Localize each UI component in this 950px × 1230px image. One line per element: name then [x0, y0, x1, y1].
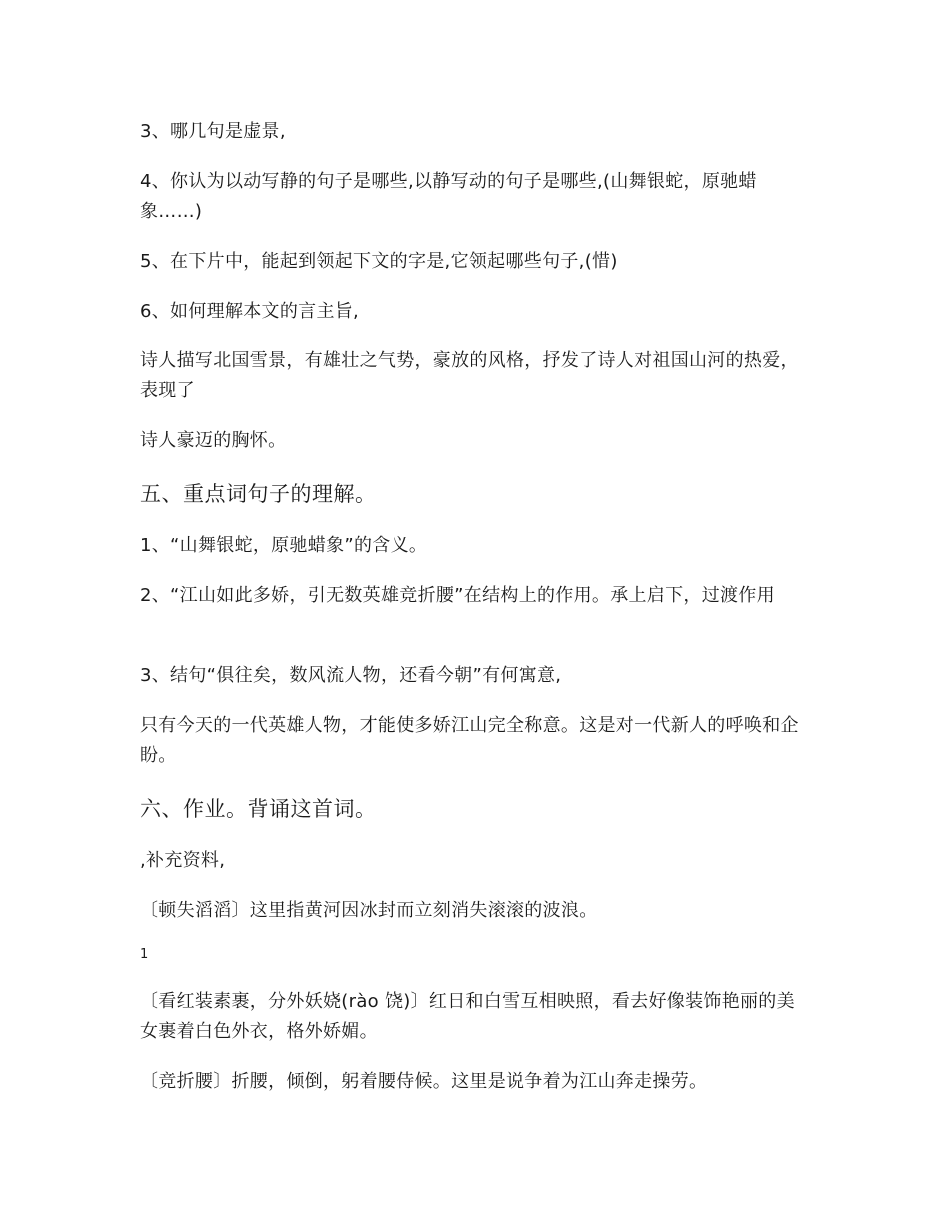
supplement-label: ,补充资料, [140, 850, 226, 871]
question-6: 6、如何理解本文的言主旨, [140, 301, 360, 322]
page-number: 1 [140, 947, 149, 962]
answer-paragraph: 诗人描写北国雪景，有雄壮之气势，豪放的风格，抒发了诗人对祖国山河的热爱，表现了 [140, 350, 799, 401]
note-dunshi-taotao: 〔顿失滔滔〕这里指黄河因冰封而立刻消失滚滚的波浪。 [140, 900, 598, 921]
note-hongzhuang-suguo: 〔看红装素裹，分外妖娆(rào 饶)〕红日和白雪互相映照，看去好像装饰艳丽的美女裹着白色外衣，格外娇媚。 [140, 991, 795, 1042]
item-1: 1、“山舞银蛇，原驰蜡象”的含义。 [140, 535, 428, 556]
question-4: 4、你认为以动写静的句子是哪些,以静写动的句子是哪些,(山舞银蛇，原驰蜡象……) [140, 171, 757, 222]
section-heading-6: 六、作业。背诵这首词。 [140, 797, 377, 821]
note-jing-zheyao: 〔竞折腰〕折腰，倾倒，躬着腰侍候。这里是说争着为江山奔走操劳。 [140, 1071, 708, 1092]
question-3: 3、哪几句是虚景, [140, 121, 286, 142]
question-5: 5、在下片中，能起到领起下文的字是,它领起哪些句子,(惜) [140, 251, 618, 272]
item-2: 2、“江山如此多娇，引无数英雄竞折腰”在结构上的作用。承上启下，过渡作用 [140, 585, 775, 606]
item-3-answer: 只有今天的一代英雄人物，才能使多娇江山完全称意。这是对一代新人的呼唤和企盼。 [140, 715, 799, 766]
answer-continuation: 诗人豪迈的胸怀。 [140, 430, 287, 451]
section-heading-5: 五、重点词句子的理解。 [140, 482, 377, 506]
item-3: 3、结句“俱往矣，数风流人物，还看今朝”有何寓意, [140, 665, 562, 686]
